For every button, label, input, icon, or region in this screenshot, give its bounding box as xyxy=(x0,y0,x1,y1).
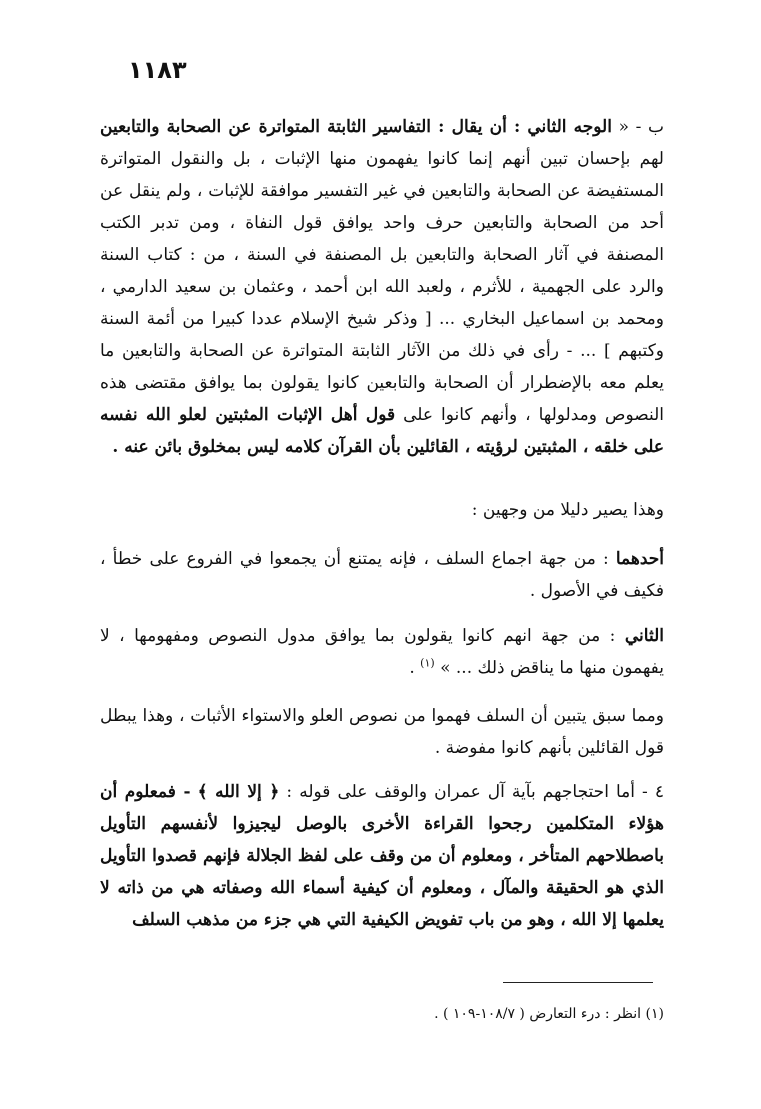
paragraph-2 xyxy=(100,494,664,526)
paragraph-3-label: أحدهما xyxy=(615,549,664,569)
footnote-divider xyxy=(503,982,653,983)
paragraph-3-text: : من جهة اجماع السلف ، فإنه يمتنع أن يجمعوا في الفروع على خطأ ، فكيف في الأصول . xyxy=(100,549,664,601)
paragraph-1 xyxy=(100,111,664,463)
paragraph-1-heading: الوجه الثاني : أن يقال : التفاسير الثابتة المتواترة عن الصحابة والتابعين xyxy=(100,117,612,137)
paragraph-4-text: : من جهة انهم كانوا يقولون بما يوافق مدول النصوص ومفهومها ، لا يفهمون منها ما يناقض ذلك ... » xyxy=(100,626,664,678)
paragraph-2-text: وهذا يصير دليلا من وجهين : xyxy=(471,500,664,520)
footnote: (١) انظر : درء التعارض ( ١٠٨/٧-١٠٩ ) . xyxy=(434,1006,664,1022)
paragraph-1-body: لهم بإحسان تبين أنهم إنما كانوا يفهمون منها الإثبات ، بل والنقول المتواترة المستفيضة عن الصحابة والتابعين في غير التفسير موافقة للإثبات ، ولم ينقل عن أحد من الصحابة والتابعين حرف واحد يوافق قول النفاة ، ومن تدبر الكتب المصنفة في آثار الصحابة والتابعين بل المصنفة في السنة ، من : كتاب السنة والرد على الجهمية ، للأثرم ، ولعبد الله ابن أحمد ، وعثمان بن سعيد الدارمي ، ومحمد بن اسماعيل البخاري ... [ وذكر شيخ الإسلام عددا كبيرا من أئمة السنة وكتبهم ] ... - رأى في ذلك من الآثار الثابتة المتواترة عن الصحابة والتابعين ما يعلم معه بالإضطرار أن الصحابة والتابعين كانوا يقولون بما يوافق مقتضى هذه النصوص ومدلولها ، وأنهم كانوا على xyxy=(100,149,664,425)
paragraph-5-text: ومما سبق يتبين أن السلف فهموا من نصوص العلو والاستواء الأثبات ، وهذا يبطل قول القائلين بأنهم كانوا مفوضة . xyxy=(100,706,664,758)
quran-quote: ﴿ إلا الله ﴾ xyxy=(197,782,280,802)
footnote-reference: (١) xyxy=(420,656,435,670)
page-number: ١١٨٣ xyxy=(128,56,187,84)
paragraph-4-label: الثاني xyxy=(624,626,665,646)
paragraph-1-prefix: ب - « xyxy=(618,117,665,137)
paragraph-4-tail: . xyxy=(409,658,415,678)
paragraph-6 xyxy=(100,776,664,936)
paragraph-3 xyxy=(100,543,664,607)
paragraph-6-text: - فمعلوم أن هؤلاء المتكلمين رجحوا القراءة الأخرى بالوصل ليجيزوا لأنفسهم التأويل باصطلاحهم المتأخر ، ومعلوم أن من وقف على لفظ الجلالة فإنهم قصدوا التأويل الذي هو الحقيقة والمآل ، ومعلوم أن كيفية أسماء الله وصفاته هي من ذاته لا يعلمها إلا الله ، وهو من باب تفويض الكيفية التي هي جزء من مذهب السلف xyxy=(100,782,664,930)
paragraph-4 xyxy=(100,620,664,684)
paragraph-1-bold-end: قول أهل الإثبات المثبتين لعلو الله نفسه على خلقه ، المثبتين لرؤيته ، القائلين بأن القرآن كلامه ليس بمخلوق بائن عنه . xyxy=(100,405,664,457)
paragraph-5 xyxy=(100,700,664,764)
paragraph-6-lead: ٤ - أما احتجاجهم بآية آل عمران والوقف على قوله : xyxy=(286,782,665,802)
